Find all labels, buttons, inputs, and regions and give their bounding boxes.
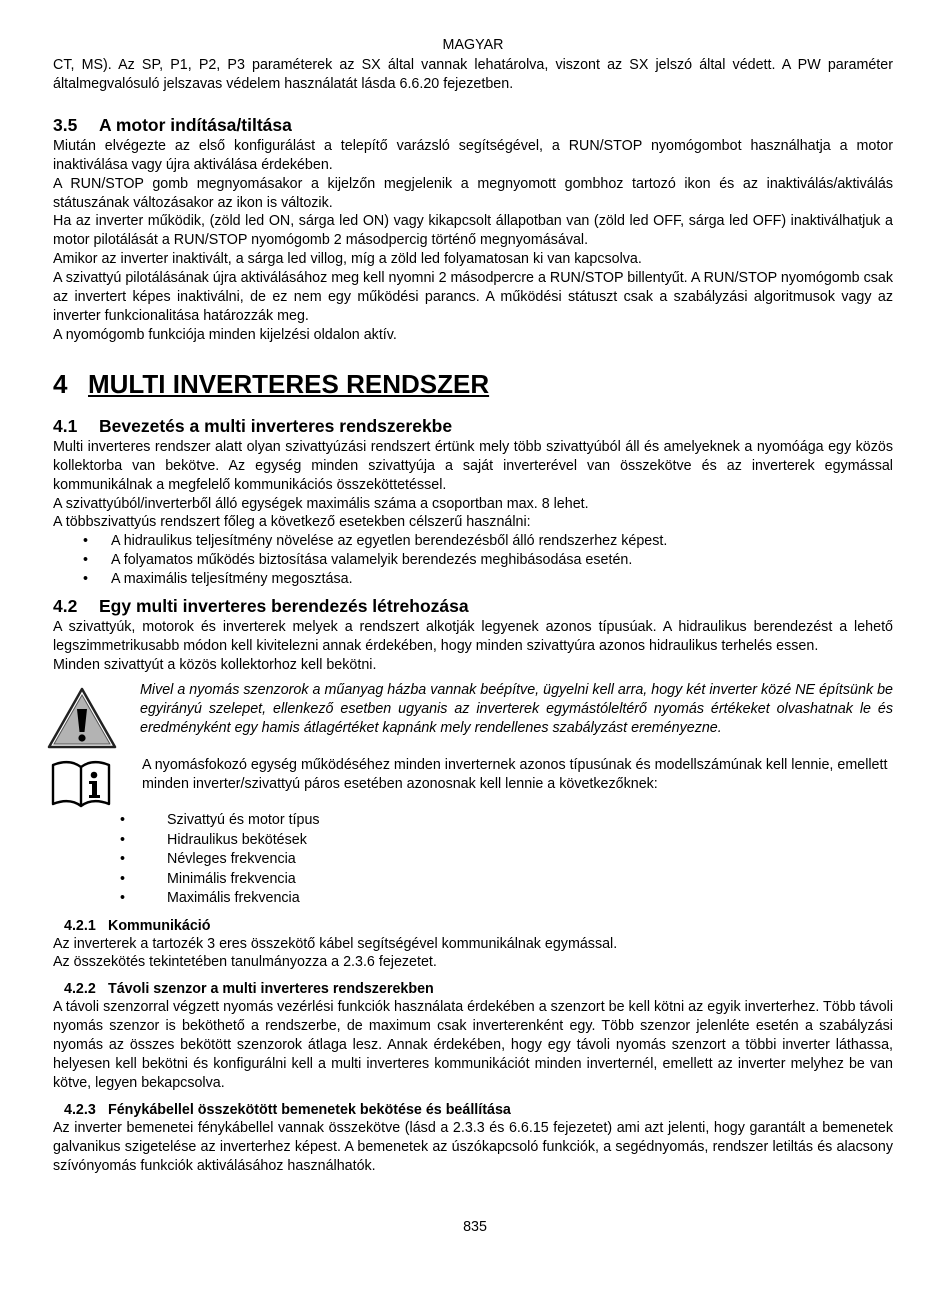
section-number: 3.5 — [53, 114, 78, 135]
warning-note — [53, 681, 893, 738]
paragraph: Amikor az inverter inaktivált, a sárga led villog, míg a zöld led folyamatosan ki van kapcsolva. — [53, 251, 642, 268]
section-title: A motor indítása/tiltása — [99, 114, 292, 135]
list-item: • Szivattyú és motor típus — [53, 811, 893, 831]
section-title: Bevezetés a multi inverteres rendszerekbe — [99, 415, 453, 436]
paragraph: Az összekötés tekintetében tanulmányozza a 2.3.6 fejezetet. — [53, 954, 437, 971]
bullet-list — [53, 532, 893, 589]
list-item: • Minimális frekvencia — [53, 870, 893, 890]
chapter-number: 4 — [53, 368, 68, 399]
list-item: • A maximális teljesítmény megosztása. — [83, 571, 353, 588]
intro-paragraph: CT, MS). Az SP, P1, P2, P3 paraméterek az SX által vannak lehatárolva, viszont az SX jelszó által védett. A PW paraméter általmegvalósuló jelszavas védelem használatát lásda 6.6.20 fejezetben. — [53, 57, 893, 92]
list-item: • Maximális frekvencia — [53, 889, 893, 909]
section-4-1-heading — [53, 415, 893, 437]
subsection-number: 4.2.3 — [64, 1101, 96, 1118]
paragraph: A többszivattyús rendszert főleg a következő esetekben célszerű használni: — [53, 514, 531, 531]
subsection-number: 4.2.1 — [64, 917, 96, 934]
list-item: • Névleges frekvencia — [53, 850, 893, 870]
warning-text: Mivel a nyomás szenzorok a műanyag házba vannak beépítve, ügyelni kell arra, hogy két inverter közé NE építsünk be egyirányú szelepet, ellenkező esetben ugyanis az inverterek egymástóleltérő nyomás értékeket olvashatnak le és eredményként egy hamis átlagértéket kapnánk mely rendellenes szabályzást ereményezne. — [140, 682, 893, 737]
chapter-4-heading — [53, 367, 893, 401]
section-title: Egy multi inverteres berendezés létrehozása — [99, 596, 469, 617]
bullet-dot-icon: • — [83, 552, 89, 569]
bullet-dot-icon: • — [83, 571, 89, 588]
bullet-dot-icon: • — [120, 870, 126, 887]
paragraph: Miután elvégezte az első konfigurálást a telepítő varázsló segítségével, a RUN/STOP nyomógombot használhatja a motor inaktiválása vagy újra aktiválása érdekében. — [53, 137, 893, 173]
paragraph: A távoli szenzorral végzett nyomás vezérlési funkciók használata érdekében a szenzort be kell kötni az egyik inverterhez. Több távoli nyomás szenzor is beköthető a rendszerbe, de maximum csak inverterenként egy. Több szenzor jelenléte esetén a szabályzási nyomás az összes bekötött szenzorok átlaga lesz. Annak érdekében, hogy egy távoli nyomás szenzort a többi inverter láthassa, helyesen kell bekötni és konfigurálni kell a multi inverteres kommunikációt minden inverternél, emellett az inverter melyhez be van kötve, legyen bekapcsolva. — [53, 999, 893, 1091]
bullet-list — [53, 811, 893, 909]
document-page — [53, 36, 893, 1176]
list-item: • A folyamatos működés biztosítása valamelyik berendezés meghibásodása esetén. — [83, 552, 633, 569]
subsection-4-2-2-heading — [64, 980, 893, 998]
bullet-dot-icon: • — [120, 890, 126, 907]
bullet-dot-icon: • — [120, 812, 126, 829]
subsection-title: Távoli szenzor a multi inverteres rendszerekben — [108, 981, 434, 998]
subsection-number: 4.2.2 — [64, 981, 96, 998]
bullet-dot-icon: • — [120, 831, 126, 848]
chapter-title: MULTI INVERTERES RENDSZER — [88, 368, 490, 399]
warning-triangle-icon — [47, 687, 117, 749]
bullet-dot-icon: • — [120, 851, 126, 868]
paragraph: A nyomógomb funkciója minden kijelzési oldalon aktív. — [53, 326, 397, 343]
info-text: A nyomásfokozó egység működéséhez minden inverternek azonos típusúnak és modellszámúnak kell lennie, emellett minden inverter/szivattyú páros esetében azonosnak kell lennie a következőknek: — [142, 757, 888, 793]
list-item: • Hidraulikus bekötések — [53, 831, 893, 851]
paragraph: A szivattyúból/inverterből álló egységek maximális száma a csoportban max. 8 lehet. — [53, 495, 589, 512]
paragraph: Multi inverteres rendszer alatt olyan szivattyúzási rendszert értünk mely több szivattyúból áll és amelyeknek a nyomóága egy közös kollektorba van bekötve. Az egység minden szivattyúja a saját inverterével van összekötve és az inverterek egymással kommunikálnak a megfelelő kommunikációs összeköttetéssel. — [53, 438, 893, 493]
subsection-title: Fénykábellel összekötött bemenetek bekötése és beállítása — [108, 1101, 511, 1118]
page-number: 835 — [463, 1219, 487, 1235]
paragraph: Ha az inverter működik, (zöld led ON, sárga led ON) vagy kikapcsolt állapotban van (zöld led OFF, sárga led OFF) inaktiválhatjuk a motor pilotálását a RUN/STOP nyomógomb 2 másodpercig történő megnyomásával. — [53, 213, 893, 249]
language-header: MAGYAR — [442, 37, 504, 53]
paragraph: Az inverterek a tartozék 3 eres összekötő kábel segítségével kommunikálnak egymással. — [53, 935, 618, 952]
subsection-title: Kommunikáció — [108, 917, 211, 934]
subsection-4-2-1-heading — [64, 917, 893, 935]
info-note — [53, 756, 893, 794]
section-number: 4.2 — [53, 596, 78, 617]
paragraph: A RUN/STOP gomb megnyomásakor a kijelzőn megjelenik a megnyomott gombhoz tartozó ikon és az inaktiválás/aktiválás státuszának változásakor az ikon is változik. — [53, 175, 893, 211]
bullet-dot-icon: • — [83, 533, 89, 550]
subsection-4-2-3-heading — [64, 1101, 893, 1119]
paragraph: A szivattyúk, motorok és inverterek melyek a rendszert alkotják legyenek azonos típusúak. A hidraulikus berendezést a lehető legszimmetrikusabb módon kell kivitelezni annak érdekében, hogy minden szivattyúra azonos hidraulikus terhelés essen. — [53, 619, 893, 655]
section-4-2-heading — [53, 595, 893, 617]
section-3-5-heading — [53, 114, 893, 136]
paragraph: Az inverter bemenetei fénykábellel vannak összekötve (lásd a 2.3.3 és 6.6.15 fejezetet) ami azt jelenti, hogy garantált a bemenetek galvanikus szigetelése az inverterhez képest. A bemenetek az úszókapcsoló funkciók, a segédnyomás, rendszer letiltás és alacsony szívónyomás funkciók aktiválásához használhatók. — [53, 1119, 893, 1174]
info-book-icon — [50, 760, 112, 808]
paragraph: Minden szivattyút a közös kollektorhoz kell bekötni. — [53, 657, 377, 674]
paragraph: A szivattyú pilotálásának újra aktiválásához meg kell nyomni 2 másodpercre a RUN/STOP billentyűt. A RUN/STOP nyomógomb csak az invertert képes inaktiválni, de ez nem egy működési parancs. A működési státuszt csak a szabályzási algoritmusok vagy az inverter funkcionalitása határozzák meg. — [53, 270, 893, 324]
section-number: 4.1 — [53, 415, 78, 436]
list-item: • A hidraulikus teljesítmény növelése az egyetlen berendezésből álló rendszerhez képest. — [83, 533, 668, 550]
